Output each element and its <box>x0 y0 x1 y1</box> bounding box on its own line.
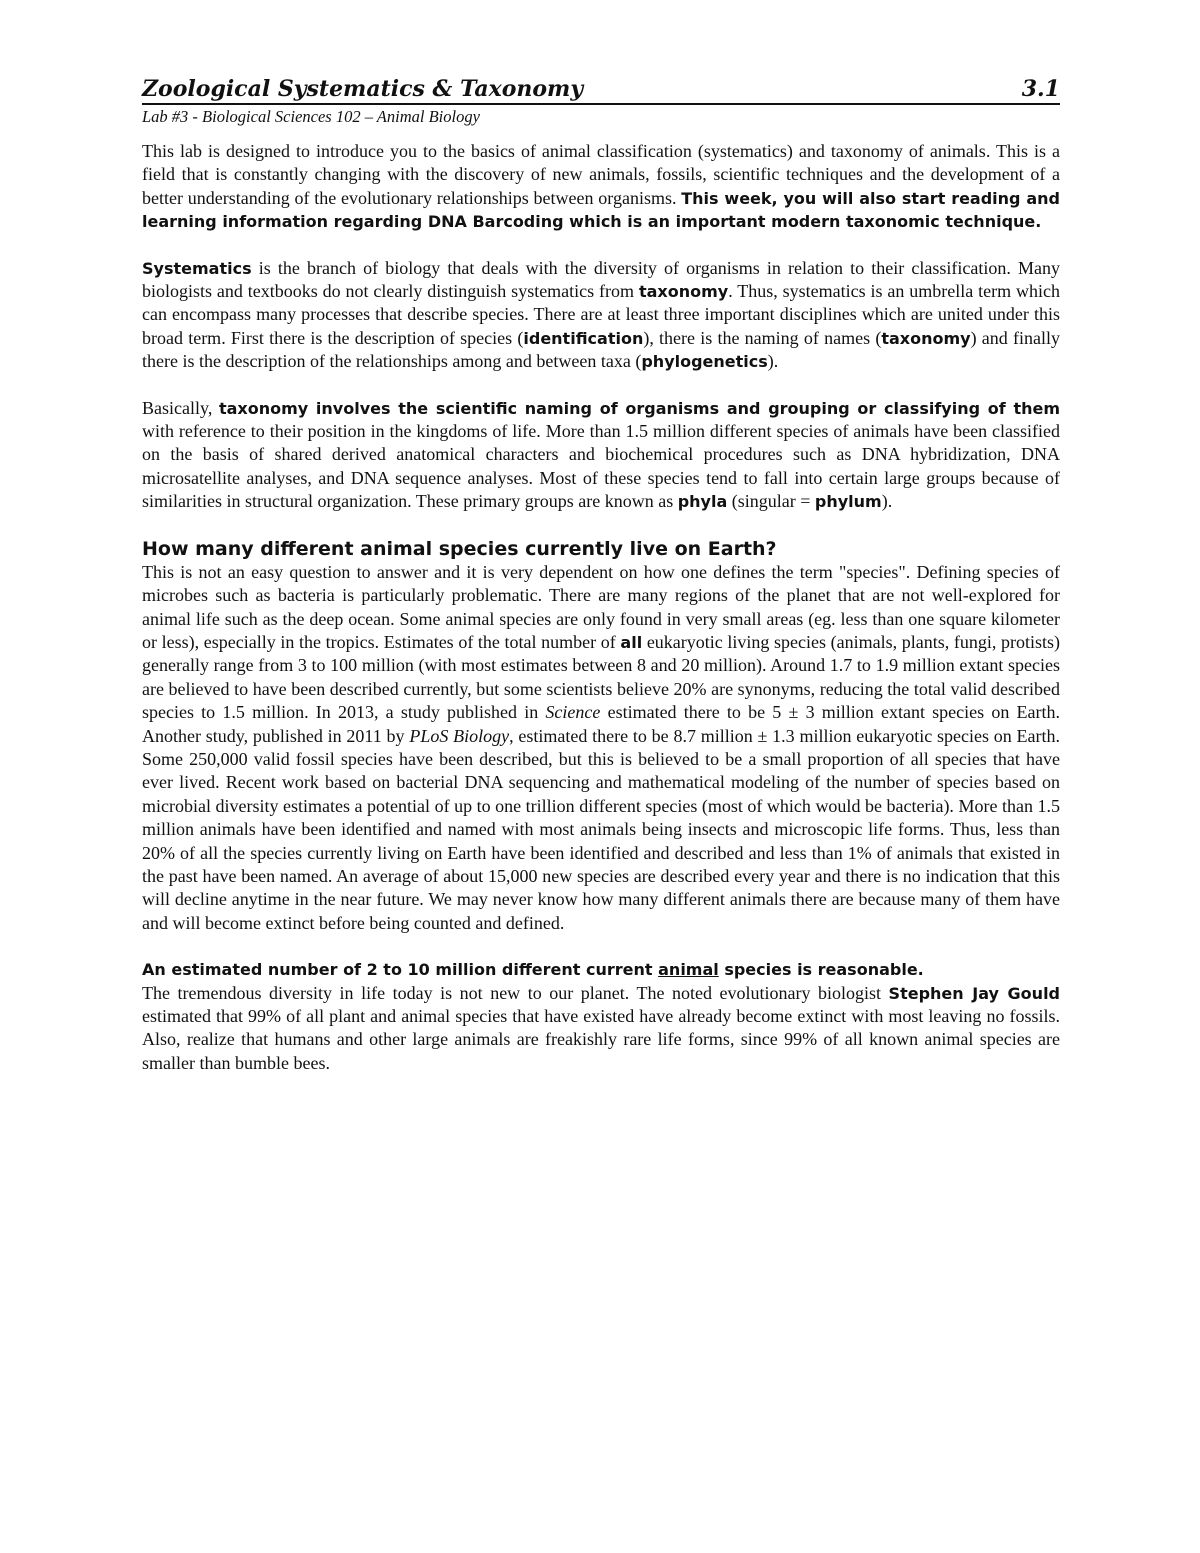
estimate-bold-2: species is reasonable. <box>718 960 924 980</box>
name-stephen-jay-gould: Stephen Jay Gould <box>888 983 1060 1003</box>
taxonomy-paragraph <box>142 397 1060 514</box>
systematics-text-1: is the branch of biology that deals with the diversity of organisms in relation to their classification. Many biologists and textbooks do not clearly distinguish systematics from <box>142 257 1060 302</box>
taxonomy-text-1: Basically, <box>142 397 219 418</box>
term-phyla: phyla <box>677 492 728 512</box>
estimate-text-2: estimated that 99% of all plant and animal species that have existed have already become extinct with most leaving no fossils. Also, realize that humans and other large animals are freakishly rare life forms, since 99% of all known animal species are smaller than bumble bees. <box>142 1006 1060 1073</box>
species-text-3: estimated there to be 5 ± 3 million extant species on Earth. Another study, published in 2011 by <box>142 702 1060 746</box>
systematics-text-2: . Thus, systematics is an umbrella term which can encompass many processes that describe species. There are at least three important disciplines which are united under this broad term. First there is the description of species ( <box>142 281 1061 348</box>
estimate-text-1: The tremendous diversity in life today is not new to our planet. The noted evolutionary biologist <box>142 982 889 1003</box>
page-number: 3.1 <box>1021 76 1060 102</box>
estimate-bold-1: An estimated number of 2 to 10 million different current <box>142 960 659 980</box>
journal-science: Science <box>545 702 601 723</box>
systematics-text-5: ). <box>767 351 779 372</box>
term-all: all <box>620 632 643 652</box>
intro-paragraph <box>142 140 1060 234</box>
term-taxonomy: taxonomy <box>638 282 729 302</box>
term-phylum: phylum <box>814 492 882 512</box>
taxonomy-text-2: with reference to their position in the kingdoms of life. More than 1.5 million different species of animals have been classified on the basis of shared derived anatomical characters and biochemical procedures such as DNA hybridization, DNA microsatellite analyses, and DNA sequence analyses. Most of these species tend to fall into certain large groups because of similarities in structural organization. These primary groups are known as <box>142 421 1060 512</box>
term-systematics: Systematics <box>142 258 252 278</box>
document-subtitle: Lab #3 - Biological Sciences 102 – Animal Biology <box>142 107 480 126</box>
header <box>142 76 1060 105</box>
section-heading-species: How many different animal species currently live on Earth? <box>142 537 777 560</box>
systematics-text-4: ) and finally there is the description of the relationships among and between taxa ( <box>142 327 1060 372</box>
species-text-2: eukaryotic living species (animals, plants, fungi, protists) generally range from 3 to 100 million (with most estimates between 8 and 20 million). Around 1.7 to 1.9 million extant species are believed to have been described currently, but some scientists believe 20% are synonyms, reducing the total valid described species to 1.5 million. In 2013, a study published in <box>142 631 1060 723</box>
document-title: Zoological Systematics & Taxonomy <box>142 76 584 102</box>
journal-plos-biology: PLoS Biology <box>409 725 510 746</box>
term-phylogenetics: phylogenetics <box>641 352 768 372</box>
estimate-paragraph <box>142 958 1060 1075</box>
species-paragraph <box>142 561 1060 936</box>
species-text-1: This is not an easy question to answer and it is very dependent on how one defines the term "species". Defining species of microbes such as bacteria is particularly problematic. There are many regions of the planet that are not well-explored for animal life such as the deep ocean. Some animal species are only found in very small areas (eg. less than one square kilometer or less), especially in the tropics. Estimates of the total number of <box>142 561 1060 652</box>
taxonomy-text-3: (singular = <box>727 491 815 512</box>
species-text-4: , estimated there to be 8.7 million ± 1.3 million eukaryotic species on Earth. Some 250,000 valid fossil species have been described, but this is believed to be a small proportion of all species that have ever lived. Recent work based on bacterial DNA sequencing and mathematical modeling of the number of species based on microbial diversity estimates a potential of up to one trillion different species (most of which would be bacteria). More than 1.5 million animals have been identified and named with most animals being insects and microscopic life forms. Thus, less than 20% of all the species currently living on Earth have been identified and described and less than 1% of animals that existed in the past have been named. An average of about 15,000 new species are described every year and there is no indication that this will decline anytime in the near future. We may never know how many different animals there are because many of them have and will become extinct before being counted and defined. <box>142 725 1060 933</box>
term-identification: identification <box>523 328 644 348</box>
systematics-text-3: ), there is the naming of names ( <box>643 327 882 348</box>
taxonomy-definition: taxonomy involves the scientific naming of organisms and grouping or classifying of them <box>218 398 1061 418</box>
intro-bold-text: This week, you will also start reading and learning information regarding DNA Barcoding which is an important modern taxonomic technique. <box>142 188 1060 232</box>
taxonomy-text-4: ). <box>881 491 893 512</box>
estimate-bold-animal: animal <box>658 960 719 980</box>
intro-text: This lab is designed to introduce you to the basics of animal classification (systematics) and taxonomy of animals. This is a field that is constantly changing with the discovery of new animals, fossils, scientific techniques and the development of a better understanding of the evolutionary relationships between organisms. <box>142 141 1060 208</box>
term-taxonomy-2: taxonomy <box>881 328 971 348</box>
systematics-paragraph <box>142 257 1060 374</box>
